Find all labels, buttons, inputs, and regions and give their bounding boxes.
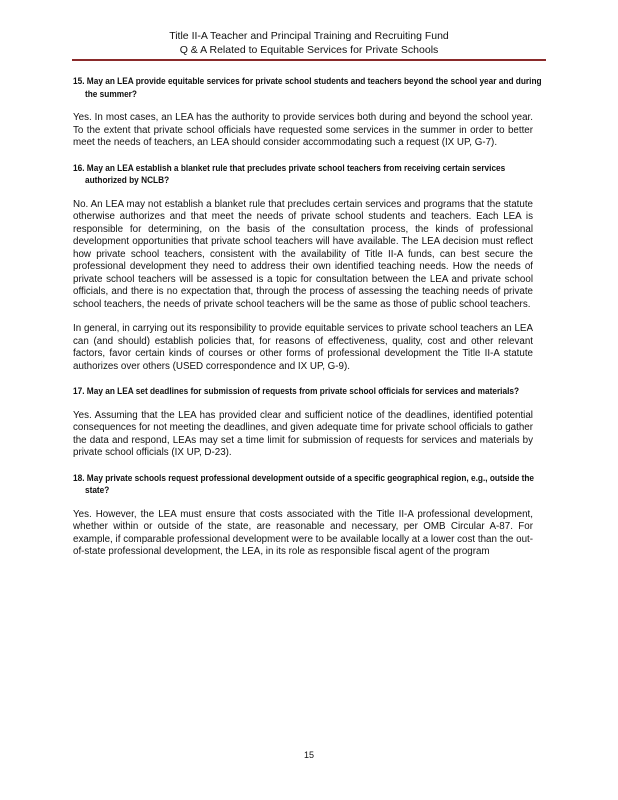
qa-content [73, 75, 542, 571]
answer-15: Yes. In most cases, an LEA has the authority to provide services both during and beyond the school year. To the extent that private school officials have requested some services in the summer in order to better meet the needs of teachers, an LEA should consider accommodating such a request (IX UP, G-7). [73, 112, 533, 148]
answer-18: Yes. However, the LEA must ensure that costs associated with the Title II-A professional development, whether within or outside of the state, are reasonable and necessary, per OMB Circular A-87. For example, if comparable professional development were to be available locally at a lower cost than the out-of-state professional development, the LEA, in its role as responsible fiscal agent of the program [73, 508, 533, 557]
answer-17: Yes. Assuming that the LEA has provided clear and sufficient notice of the deadlines, identified potential consequences for not meeting the deadlines, and given adequate time for private school officials to gather the data and respond, LEAs may set a time limit for submission of requests for services and materials by private school officials (IX UP, D-23). [73, 409, 533, 458]
header-line-2: Q & A Related to Equitable Services for Private Schools [179, 44, 439, 56]
question-17: 17. May an LEA set deadlines for submission of requests from private school officials for services and materials? [73, 386, 520, 396]
question-15: 15. May an LEA provide equitable services for private school students and teachers beyond the school year and during the summer? [73, 76, 542, 99]
answer-16-para-2: In general, in carrying out its responsibility to provide equitable services to private school teachers an LEA can (and should) establish policies that, for reasons of effectiveness, quality, cost and other relevant factors, favor certain kinds of courses or other forms of professional development the Title II-A statute authorizes over others (USED correspondence and IX UP, G-9). [73, 323, 533, 372]
question-16: 16. May an LEA establish a blanket rule that precludes private school teachers from receiving certain services authorized by NCLB? [73, 162, 506, 185]
answer-16-para-1: No. An LEA may not establish a blanket rule that precludes certain services and programs that the statute otherwise authorizes and that meet the needs of private school students and teachers. Each LEA is responsible for determining, on the basis of the consultation process, the kinds of professional development opportunities that private school teachers will have available. The LEA decision must reflect how private school teachers, consistent with the availability of Title II-A funds, can best secure the professional development they need to address their own identified teaching needs. How the needs of private school teachers will be assessed is a topic for consultation between the LEA and private school officials, and there is no expectation that, through the process of assessing the teaching needs of private school teachers, the needs of private school teachers will be the same as those of public school teachers. [73, 198, 533, 310]
header-divider [72, 59, 546, 61]
running-header [0, 29, 618, 57]
question-18: 18. May private schools request professional development outside of a specific geographical region, e.g., outside the state? [73, 472, 535, 495]
header-line-1: Title II-A Teacher and Principal Training and Recruiting Fund [169, 30, 449, 42]
page-number: 15 [303, 750, 314, 760]
